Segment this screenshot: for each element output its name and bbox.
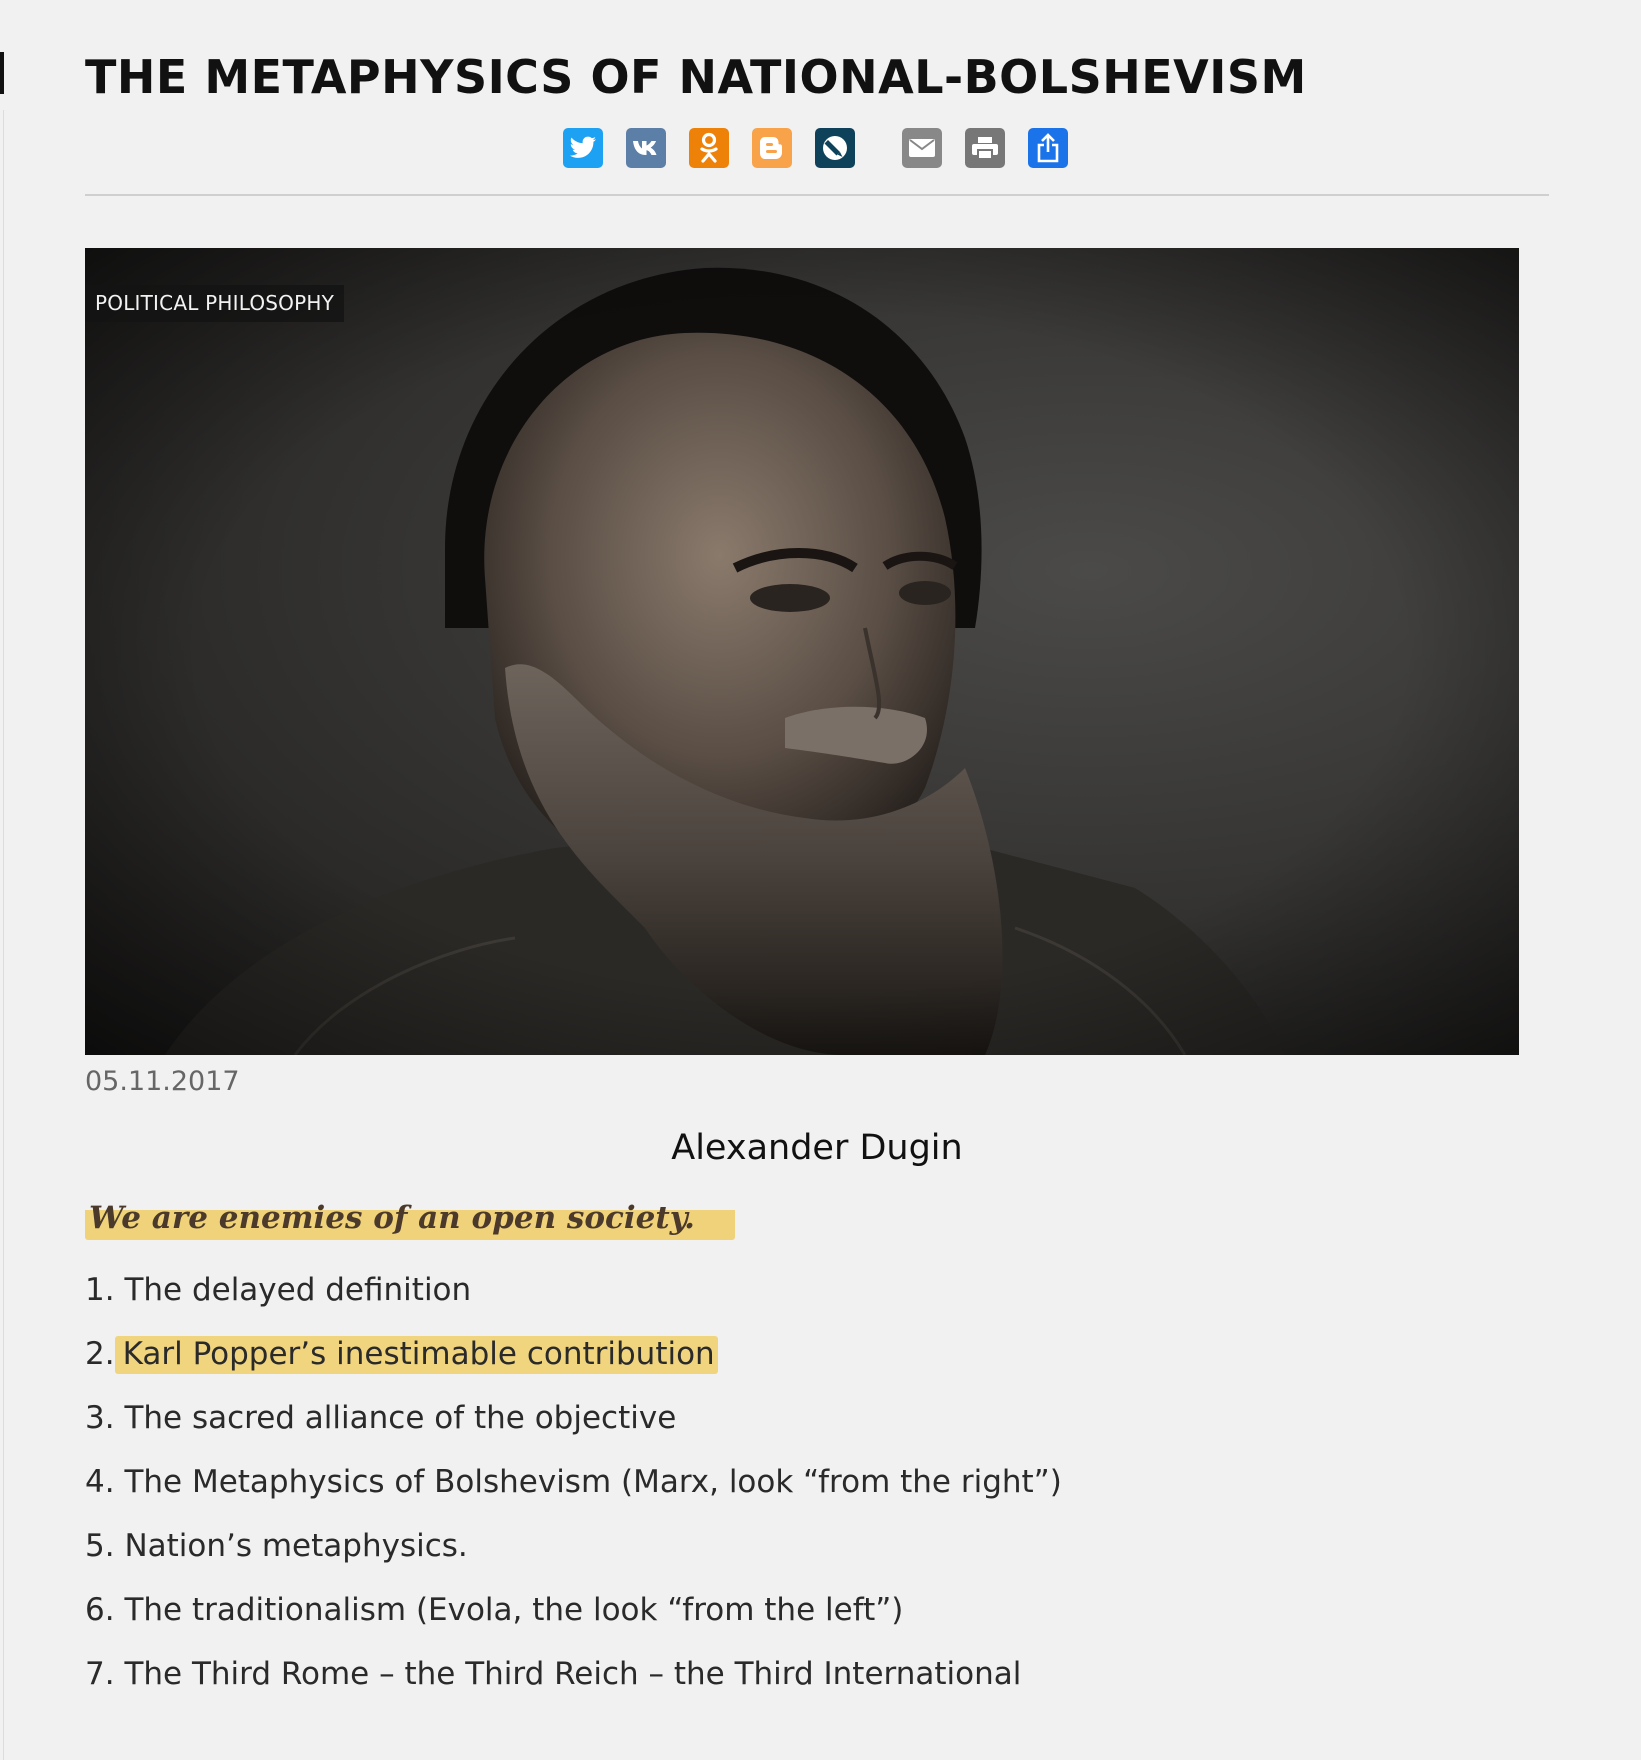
- share-twitter-button[interactable]: [563, 128, 603, 168]
- share-print-button[interactable]: [965, 128, 1005, 168]
- toc-text: The Metaphysics of Bolshevism (Marx, look “from the right”): [124, 1464, 1062, 1500]
- toc-text-highlighted: Karl Popper’s inestimable contribution: [115, 1336, 718, 1374]
- toc-number: 7.: [85, 1656, 115, 1692]
- category-tag[interactable]: POLITICAL PHILOSOPHY: [85, 285, 344, 322]
- share-odnoklassniki-button[interactable]: [689, 128, 729, 168]
- share-vk-button[interactable]: [626, 128, 666, 168]
- author-name: Alexander Dugin: [671, 1128, 963, 1168]
- share-icons: [563, 128, 1091, 168]
- print-icon: [971, 135, 999, 161]
- portrait-photo: [85, 248, 1519, 1055]
- epigraph: We are enemies of an open society.: [85, 1198, 735, 1240]
- toc-text: The Third Rome – the Third Reich – the Third International: [124, 1656, 1022, 1692]
- toc-number: 4.: [85, 1464, 115, 1500]
- epigraph-container: [85, 1198, 1549, 1242]
- toc-text: The sacred alliance of the objective: [124, 1400, 677, 1436]
- livejournal-icon: [820, 133, 850, 163]
- toc-number: 6.: [85, 1592, 115, 1628]
- email-icon: [908, 138, 936, 158]
- toc-number: 3.: [85, 1400, 115, 1436]
- toc-item: [85, 1398, 1549, 1438]
- toc-text: The delayed definition: [124, 1272, 472, 1308]
- hero-image: [85, 248, 1519, 1055]
- toc-text: The traditionalism (Evola, the look “from the left”): [124, 1592, 904, 1628]
- share-email-button[interactable]: [902, 128, 942, 168]
- toc-number: 2.: [85, 1336, 115, 1372]
- toc-item: [85, 1462, 1549, 1502]
- left-edge-marker: [0, 52, 4, 94]
- toc-number: 5.: [85, 1528, 115, 1564]
- share-icon: [1035, 133, 1061, 163]
- blogger-icon: [760, 135, 784, 161]
- toc-item: [85, 1654, 1549, 1694]
- publish-date: 05.11.2017: [85, 1066, 240, 1097]
- share-toolbar: [85, 108, 1549, 196]
- toc-item: [85, 1334, 1549, 1374]
- table-of-contents: [85, 1270, 1549, 1694]
- vk-icon: [631, 139, 661, 157]
- share-blogger-button[interactable]: [752, 128, 792, 168]
- odnoklassniki-icon: [698, 132, 720, 164]
- article-title: THE METAPHYSICS OF NATIONAL-BOLSHEVISM: [85, 50, 1307, 104]
- toc-text: Nation’s metaphysics.: [124, 1528, 468, 1564]
- share-livejournal-button[interactable]: [815, 128, 855, 168]
- toc-item: [85, 1590, 1549, 1630]
- toc-number: 1.: [85, 1272, 115, 1308]
- article: [85, 0, 1549, 1718]
- left-edge-divider: [3, 110, 4, 1760]
- toc-item: [85, 1526, 1549, 1566]
- share-more-button[interactable]: [1028, 128, 1068, 168]
- twitter-icon: [569, 136, 597, 160]
- toc-item: [85, 1270, 1549, 1310]
